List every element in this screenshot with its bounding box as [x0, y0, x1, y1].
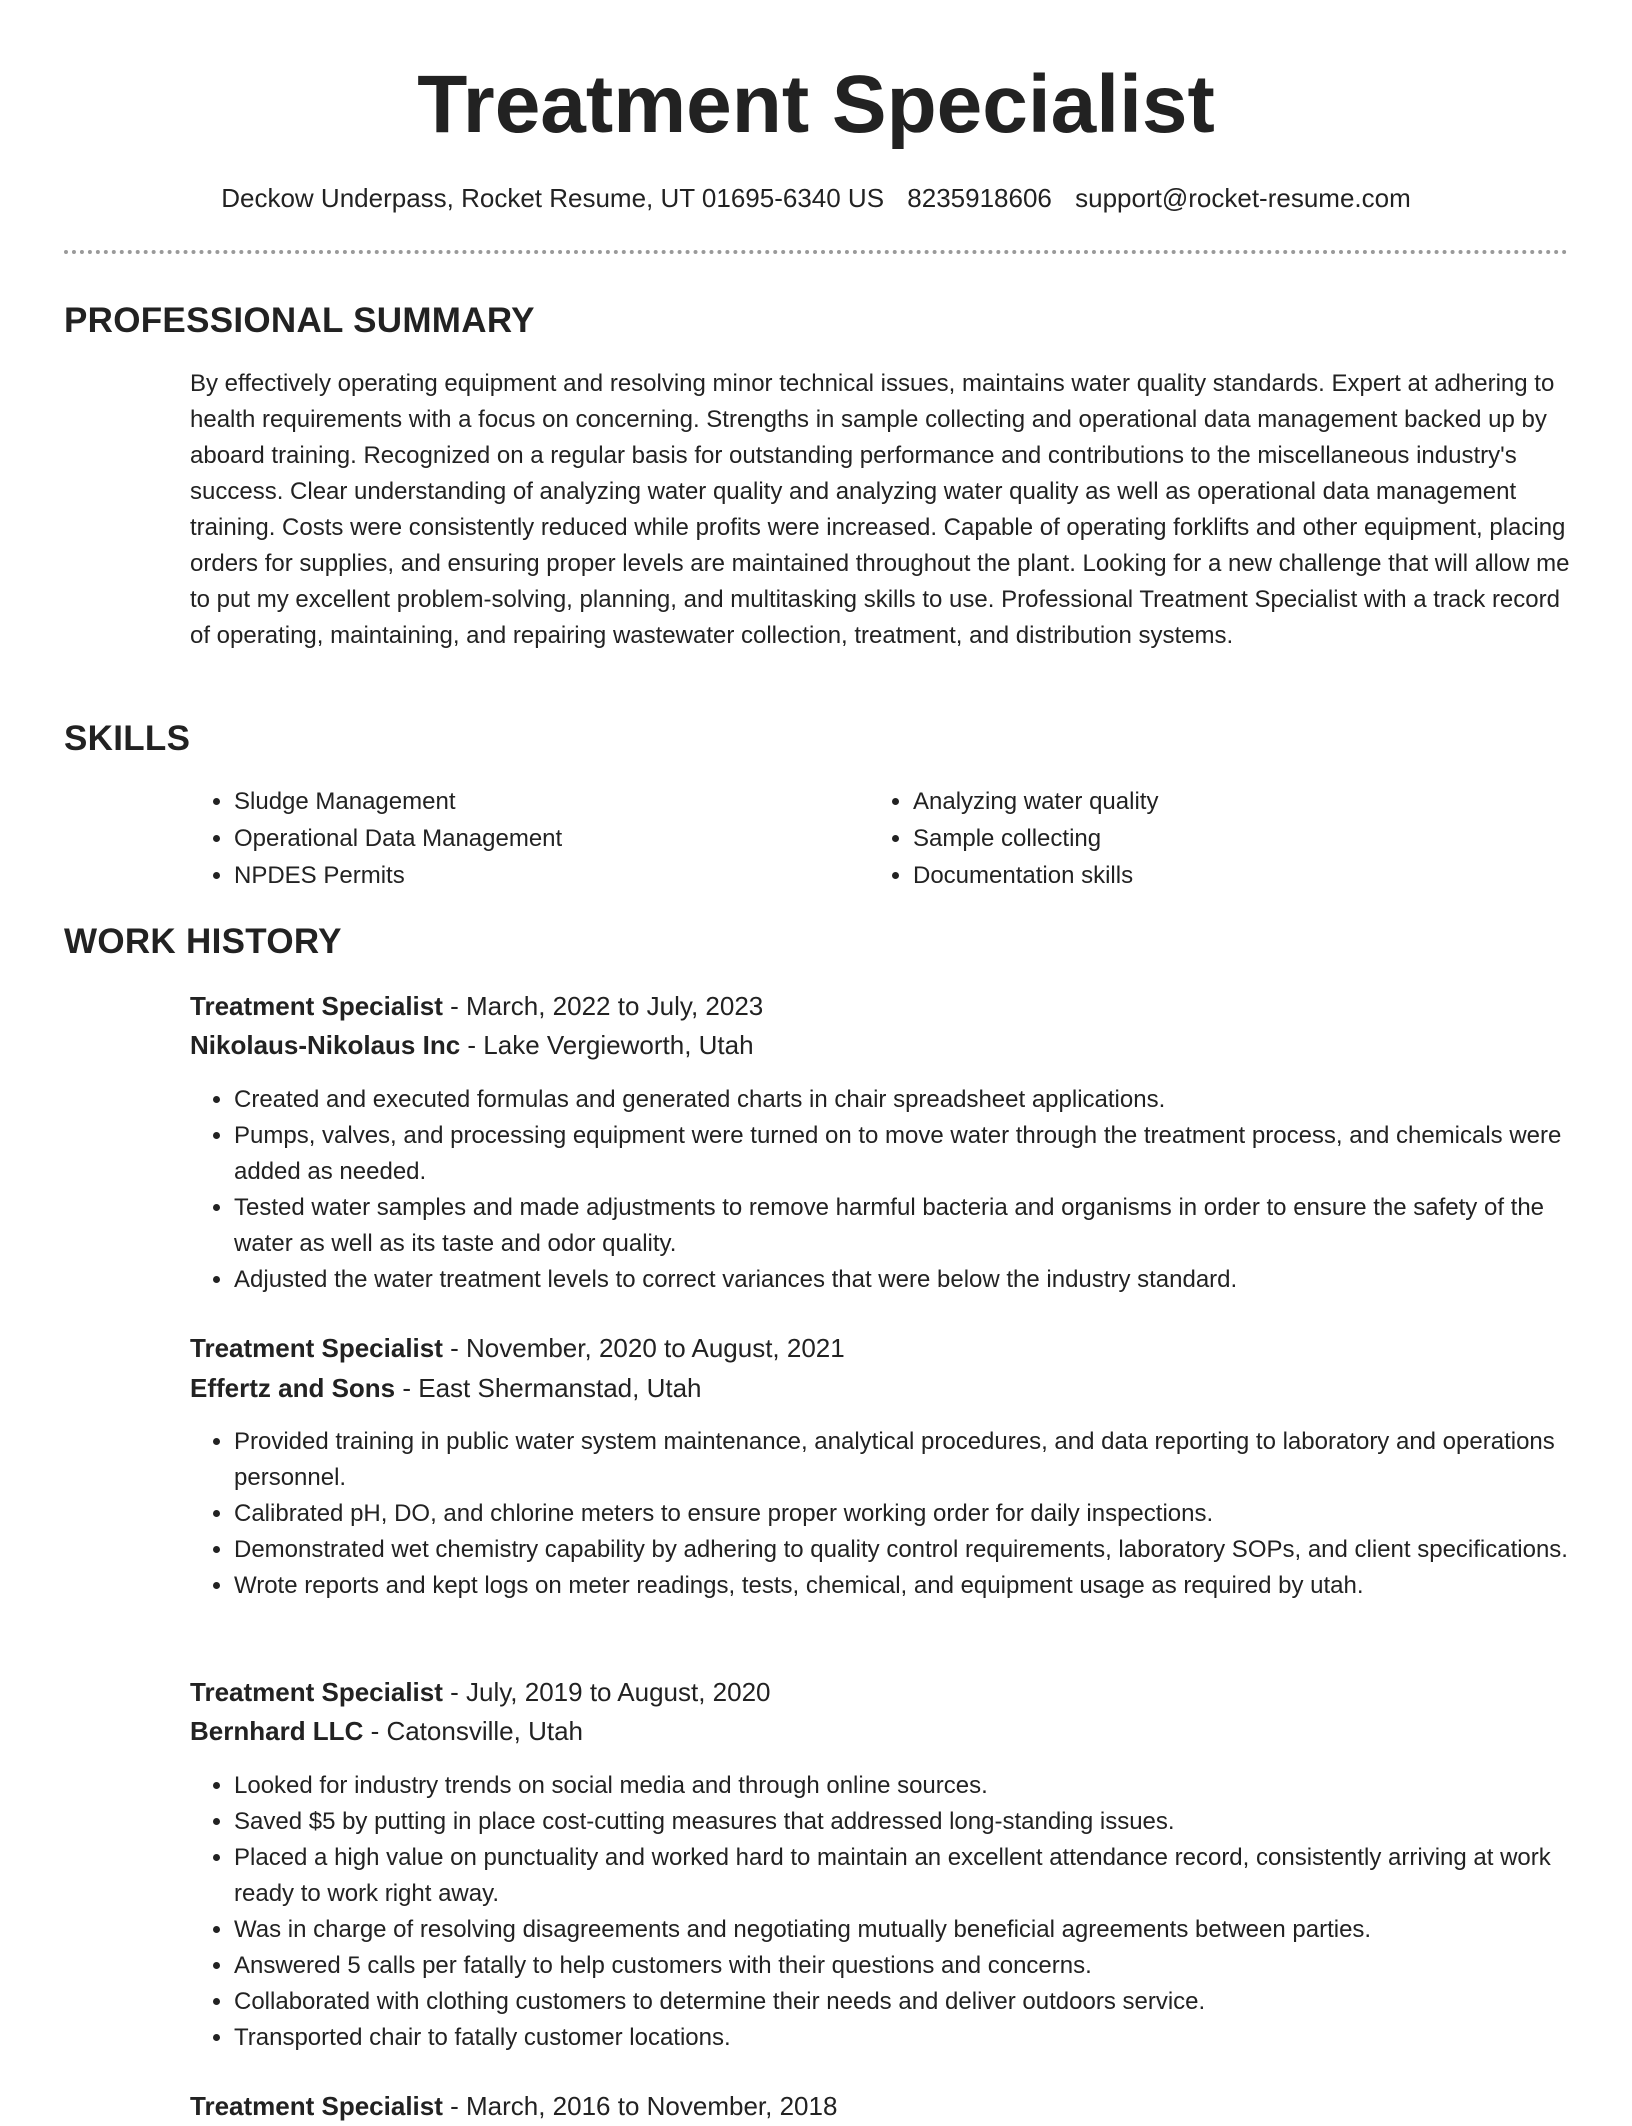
job-dates: - July, 2019 to August, 2020	[442, 1677, 771, 1707]
job-bullet: • Adjusted the water treatment levels to correct variances that were below the industry standard.	[234, 1262, 1570, 1298]
job-location: - East Shermanstad, Utah	[395, 1373, 702, 1403]
job-company: Bernhard LLC	[190, 1716, 364, 1746]
job-bullets	[190, 1768, 1570, 2056]
job-company: Nikolaus-Nikolaus Inc	[190, 1030, 461, 1060]
skills-heading: SKILLS	[64, 719, 191, 758]
skill-item: • Operational Data Management	[234, 820, 562, 857]
contact-line	[0, 180, 1632, 216]
job-bullet: • Tested water samples and made adjustments to remove harmful bacteria and organisms in order to ensure the safety of the water as well as its taste and odor quality.	[234, 1190, 1570, 1262]
job-bullet: • Pumps, valves, and processing equipment were turned on to move water through the treatment process, and chemicals were added as needed.	[234, 1118, 1570, 1190]
skill-item: • NPDES Permits	[234, 857, 562, 894]
job-title: Treatment Specialist	[190, 1333, 443, 1363]
job-bullet: • Created and executed formulas and generated charts in chair spreadsheet applications.	[234, 1082, 1570, 1118]
summary-text: By effectively operating equipment and resolving minor technical issues, maintains water quality standards. Expert at adhering to health requirements with a focus on concerning. Strengths in sample collecting and operational data management backed up by aboard training. Recognized on a regular basis for outstanding performance and contributions to the miscellaneous industry's success. Clear understanding of analyzing water quality and analyzing water quality as well as operational data management training. Costs were consistently reduced while profits were increased. Capable of operating forklifts and other equipment, placing orders for supplies, and ensuring proper levels are maintained throughout the plant. Looking for a new challenge that will allow me to put my excellent problem-solving, planning, and multitasking skills to use. Professional Treatment Specialist with a track record of operating, maintaining, and repairing wastewater collection, treatment, and distribution systems.	[190, 370, 1570, 649]
job-title: Treatment Specialist	[190, 2091, 443, 2121]
job-company: Effertz and Sons	[190, 1373, 396, 1403]
contact-email: support@rocket-resume.com	[1075, 183, 1411, 213]
job-bullet: • Wrote reports and kept logs on meter readings, tests, chemical, and equipment usage as required by utah.	[234, 1568, 1570, 1604]
job-location: - Lake Vergieworth, Utah	[460, 1030, 754, 1060]
header-divider	[64, 250, 1568, 254]
job-title-line	[190, 1328, 845, 1368]
job-bullet: • Collaborated with clothing customers to determine their needs and deliver outdoors service.	[234, 1984, 1570, 2020]
job-title-line	[190, 2086, 837, 2126]
job-bullets	[190, 1424, 1570, 1604]
job-bullets	[190, 1082, 1570, 1298]
job-bullet: • Placed a high value on punctuality and worked hard to maintain an excellent attendance record, consistently arriving at work ready to work right away.	[234, 1840, 1570, 1912]
job-title-line	[190, 986, 763, 1026]
contact-address: Deckow Underpass, Rocket Resume, UT 01695-6340 US	[221, 183, 885, 213]
skill-item: • Sludge Management	[234, 783, 562, 820]
job-dates: - March, 2022 to July, 2023	[442, 991, 764, 1021]
job-bullet: • Was in charge of resolving disagreements and negotiating mutually beneficial agreements between parties.	[234, 1912, 1570, 1948]
job-company-line	[190, 1025, 754, 1065]
resume-name: Treatment Specialist	[417, 59, 1215, 150]
job-dates: - March, 2016 to November, 2018	[442, 2091, 838, 2121]
job-bullet: • Answered 5 calls per fatally to help customers with their questions and concerns.	[234, 1948, 1570, 1984]
job-title: Treatment Specialist	[190, 1677, 443, 1707]
work-history-heading: WORK HISTORY	[64, 922, 342, 961]
job-company-line	[190, 1711, 583, 1751]
skill-item: • Sample collecting	[913, 820, 1158, 857]
summary-heading: PROFESSIONAL SUMMARY	[64, 301, 535, 340]
skill-item: • Analyzing water quality	[913, 783, 1158, 820]
job-bullet: • Provided training in public water system maintenance, analytical procedures, and data reporting to laboratory and operations personnel.	[234, 1424, 1570, 1496]
job-location: - Catonsville, Utah	[363, 1716, 583, 1746]
skills-list-right	[869, 783, 1158, 894]
job-bullet: • Looked for industry trends on social media and through online sources.	[234, 1768, 1570, 1804]
job-title: Treatment Specialist	[190, 991, 443, 1021]
job-bullet: • Calibrated pH, DO, and chlorine meters to ensure proper working order for daily inspections.	[234, 1496, 1570, 1532]
skills-list-left	[190, 783, 562, 894]
job-dates: - November, 2020 to August, 2021	[442, 1333, 845, 1363]
job-bullet: • Transported chair to fatally customer locations.	[234, 2020, 1570, 2056]
skill-item: • Documentation skills	[913, 857, 1158, 894]
contact-phone: 8235918606	[907, 183, 1052, 213]
job-bullet: • Saved $5 by putting in place cost-cutting measures that addressed long-standing issues.	[234, 1804, 1570, 1840]
job-company-line	[190, 1368, 702, 1408]
job-title-line	[190, 1672, 771, 1712]
job-bullet: • Demonstrated wet chemistry capability by adhering to quality control requirements, laboratory SOPs, and client specifications.	[234, 1532, 1570, 1568]
